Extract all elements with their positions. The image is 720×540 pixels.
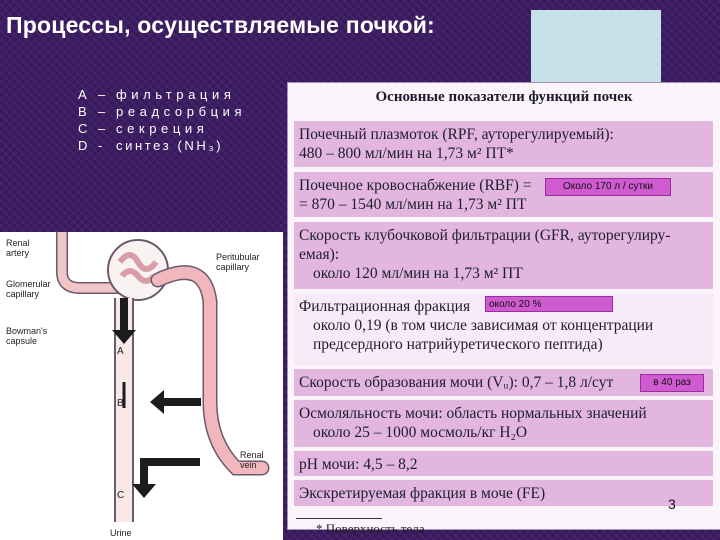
label-renal-artery-1: Renal [6, 238, 30, 248]
row-line: предсердного натрийуретического пептида) [313, 336, 603, 353]
row-line: Скорость образования мочи (Vᵤ): 0,7 – 1,8 л/сут [299, 374, 614, 391]
label-b: B [117, 398, 124, 409]
table-row [294, 451, 713, 476]
row-line: = 870 – 1540 мл/мин на 1,73 м² ПТ [299, 196, 527, 213]
process-dash: – [98, 104, 106, 119]
title-decor-box [531, 10, 661, 82]
row-line: емая): [299, 246, 340, 263]
note-rbf: Около 170 л / сутки [545, 178, 671, 196]
page-number: 3 [668, 496, 676, 512]
footnote: * Поверхность тела. [316, 521, 428, 536]
nephron-diagram [0, 232, 283, 540]
process-letter: C [78, 121, 88, 136]
process-letter: D [78, 138, 88, 153]
table-row [294, 480, 713, 506]
note-urine-rate: в 40 раз [640, 374, 704, 392]
table-row [294, 121, 713, 167]
process-item [78, 87, 246, 104]
label-peritubular-1: Peritubular [216, 252, 260, 262]
process-text: синтез (NH₃) [116, 138, 224, 153]
row-line: около 25 – 1000 мосмоль/кг H₂O [313, 424, 528, 441]
table-row [294, 400, 713, 447]
label-bowmans-1: Bowman's [6, 326, 48, 336]
process-text: секреция [116, 121, 209, 136]
slide-title: Процессы, осуществляемые почкой: [6, 12, 435, 38]
label-renal-vein-2: vein [240, 460, 257, 470]
row-line: Почечное кровоснабжение (RBF) = [299, 177, 532, 194]
label-c: C [117, 490, 125, 501]
row-line: 480 – 800 мл/мин на 1,73 м² ПТ* [299, 145, 514, 162]
label-glomerular-2: capillary [6, 289, 40, 299]
table-heading: Основные показатели функций почек [375, 89, 633, 105]
process-list [78, 87, 246, 155]
row-line: Скорость клубочковой фильтрации (GFR, ауторегулиру- [299, 227, 671, 244]
row-line: Осмоляльность мочи: область нормальных значений [299, 405, 647, 422]
nephron-illustration [0, 232, 283, 540]
note-ff: около 20 % [485, 296, 613, 312]
label-renal-vein-1: Renal [240, 450, 264, 460]
process-text: фильтрация [116, 87, 236, 102]
label-a: A [117, 346, 124, 357]
row-line: Фильтрационная фракция [299, 298, 471, 315]
process-item [78, 104, 246, 121]
label-urine: Urine [110, 528, 132, 538]
label-renal-artery-2: artery [6, 248, 30, 258]
process-dash: – [98, 121, 106, 136]
process-letter: B [78, 104, 87, 119]
process-dash: – [98, 87, 106, 102]
footnote-divider [296, 518, 382, 519]
row-line: pH мочи: 4,5 – 8,2 [299, 456, 418, 473]
process-letter: A [78, 87, 87, 102]
row-line: Почечный плазмоток (RPF, ауторегулируемый): [299, 126, 614, 143]
row-line: Экскретируемая фракция в моче (FE) [299, 485, 546, 502]
row-line: около 120 мл/мин на 1,73 м² ПТ [313, 265, 523, 282]
label-peritubular-2: capillary [216, 262, 250, 272]
process-item [78, 121, 246, 138]
label-glomerular-1: Glomerular [6, 279, 51, 289]
process-text: реадсорбция [116, 104, 247, 119]
label-bowmans-2: capsule [6, 336, 38, 346]
process-item [78, 138, 246, 155]
process-dash: - [98, 138, 103, 153]
table-row [294, 222, 713, 289]
row-line: около 0,19 (в том числе зависимая от концентрации [313, 317, 654, 334]
